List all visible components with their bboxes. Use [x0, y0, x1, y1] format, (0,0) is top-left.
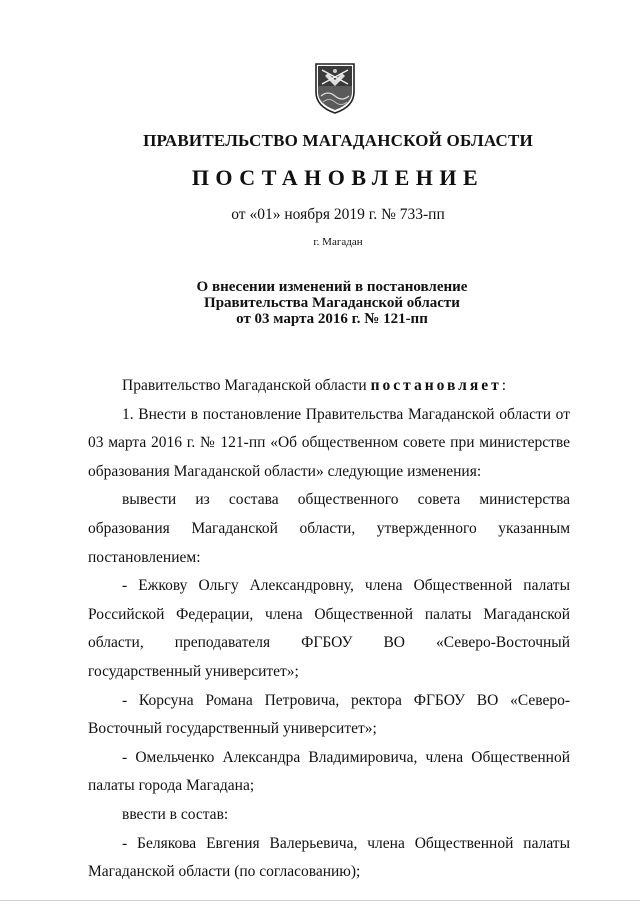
paragraph-1: 1. Внести в постановление Правительства Магаданской области от 03 марта 2016 г. № 121-пп «Об общественном совете при министерстве образования Магаданской области» следующие изменения: [88, 405, 570, 480]
subject-line-1: О внесении изменений в постановление [196, 279, 468, 295]
city-name: г. Магадан [313, 236, 363, 248]
intro-colon: : [501, 377, 507, 394]
document-subject [0, 279, 640, 327]
paragraph-7: - Белякова Евгения Валерьевича, члена Общественной палаты Магаданской области (по согласованию); [88, 834, 570, 881]
intro-text: Правительство Магаданской области [122, 377, 371, 394]
document-date-number: от «01» ноября 2019 г. № 733-пп [231, 206, 445, 223]
paragraph-3: - Ежкову Ольгу Александровну, члена Общественной палаты Российской Федерации, члена Общественной палаты Магаданской области, преподавателя ФГБОУ ВО «Северо-Восточный государственный университет»; [88, 577, 570, 680]
subject-line-2: Правительства Магаданской области [204, 295, 460, 311]
paragraph-5: - Омельченко Александра Владимировича, члена Общественной палаты города Магадана; [88, 748, 570, 795]
subject-line-3: от 03 марта 2016 г. № 121-пп [236, 311, 428, 327]
document-type-title: ПОСТАНОВЛЕНИЕ [191, 165, 485, 190]
paragraph-6: ввести в состав: [122, 805, 229, 823]
intro-verb: постановляет [370, 377, 502, 394]
paragraph-4: - Корсуна Романа Петровича, ректора ФГБОУ ВО «Северо-Восточный государственный университет»; [88, 691, 570, 738]
intro-paragraph [88, 372, 570, 401]
paragraph-2: вывести из состава общественного совета министерства образования Магаданской области, утвержденного указанным постановлением: [88, 491, 570, 566]
government-title: ПРАВИТЕЛЬСТВО МАГАДАНСКОЙ ОБЛАСТИ [143, 131, 533, 150]
page-bottom-edge [0, 900, 640, 901]
coat-of-arms-emblem [313, 62, 357, 114]
document-body [88, 372, 570, 887]
